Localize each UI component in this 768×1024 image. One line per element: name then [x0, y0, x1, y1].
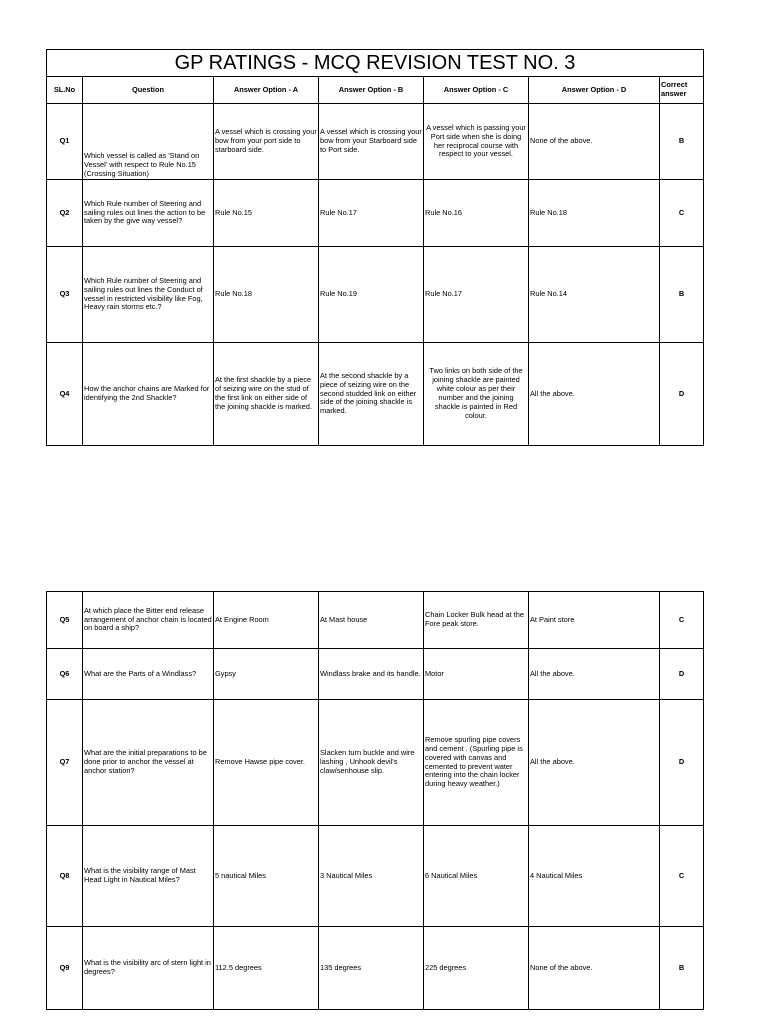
table-row: [47, 247, 704, 343]
option-d: Rule No.14: [529, 247, 660, 343]
table-row: [47, 649, 704, 700]
option-a: A vessel which is crossing your bow from your port side to starboard side.: [214, 104, 319, 180]
question-number: Q2: [47, 180, 83, 247]
question-text: At which place the Bitter end release arrangement of anchor chain is located on board a ship?: [83, 592, 214, 649]
header-option-d: Answer Option - D: [529, 77, 660, 104]
table-row: [47, 343, 704, 446]
option-a: Rule No.18: [214, 247, 319, 343]
option-a: Gypsy: [214, 649, 319, 700]
correct-answer: C: [660, 180, 704, 247]
option-a: Rule No.15: [214, 180, 319, 247]
table-row: [47, 104, 704, 180]
table-row: [47, 700, 704, 826]
correct-answer: D: [660, 343, 704, 446]
question-text: What are the Parts of a Windlass?: [83, 649, 214, 700]
table-row: [47, 592, 704, 649]
option-a: At Engine Room: [214, 592, 319, 649]
table-row: [47, 180, 704, 247]
option-a: 5 nautical Miles: [214, 826, 319, 927]
question-number: Q5: [47, 592, 83, 649]
header-correct-answer: Correct answer: [660, 77, 704, 104]
question-text: Which vessel is called as 'Stand on Vessel' with respect to Rule No.15 (Crossing Situation): [83, 104, 214, 180]
option-b: A vessel which is crossing your bow from your Starboard side to Port side.: [319, 104, 424, 180]
question-text: What are the initial preparations to be done prior to anchor the vessel at anchor station?: [83, 700, 214, 826]
correct-answer: C: [660, 826, 704, 927]
option-b: At Mast house: [319, 592, 424, 649]
option-b: Windlass brake and its handle.: [319, 649, 424, 700]
question-text: Which Rule number of Steering and sailing rules out lines the Conduct of vessel in restricted visibility like Fog, Heavy rain storms etc.?: [83, 247, 214, 343]
option-d: All the above.: [529, 649, 660, 700]
option-c: Rule No.17: [424, 247, 529, 343]
option-b: At the second shackle by a piece of seizing wire on the second studded link on either side of the joining shackle is marked.: [319, 343, 424, 446]
option-d: All the above.: [529, 700, 660, 826]
option-a: At the first shackle by a piece of seizing wire on the stud of the first link on either side of the joining shackle is marked.: [214, 343, 319, 446]
question-number: Q1: [47, 104, 83, 180]
option-d: All the above.: [529, 343, 660, 446]
option-a: Remove Hawse pipe cover.: [214, 700, 319, 826]
correct-answer: D: [660, 649, 704, 700]
option-b: Rule No.19: [319, 247, 424, 343]
header-option-c: Answer Option - C: [424, 77, 529, 104]
option-c: Rule No.16: [424, 180, 529, 247]
option-c: 225 degrees: [424, 927, 529, 1010]
option-d: None of the above.: [529, 104, 660, 180]
mcq-table-2: [46, 591, 704, 1010]
option-b: 3 Nautical Miles: [319, 826, 424, 927]
correct-answer: C: [660, 592, 704, 649]
option-b: Rule No.17: [319, 180, 424, 247]
option-c: Motor: [424, 649, 529, 700]
option-d: 4 Nautical Miles: [529, 826, 660, 927]
question-number: Q4: [47, 343, 83, 446]
question-number: Q3: [47, 247, 83, 343]
option-b: Slacken turn buckle and wire lashing , Unhook devil's claw/senhouse slip.: [319, 700, 424, 826]
correct-answer: B: [660, 927, 704, 1010]
question-number: Q8: [47, 826, 83, 927]
option-d: At Paint store: [529, 592, 660, 649]
option-c: 6 Nautical Miles: [424, 826, 529, 927]
question-number: Q7: [47, 700, 83, 826]
table-row: [47, 927, 704, 1010]
question-text: Which Rule number of Steering and sailing rules out lines the action to be taken by the give way vessel?: [83, 180, 214, 247]
header-option-b: Answer Option - B: [319, 77, 424, 104]
option-d: Rule No.18: [529, 180, 660, 247]
option-a: 112.5 degrees: [214, 927, 319, 1010]
option-c: A vessel which is passing your Port side when she is doing her reciprocal course with respect to your vessel.: [424, 104, 529, 180]
option-c: Two links on both side of the joining shackle are painted white colour as per their number and the joining shackle is painted in Red colour.: [424, 343, 529, 446]
correct-answer: B: [660, 247, 704, 343]
question-text: What is the visibility range of Mast Head Light in Nautical Miles?: [83, 826, 214, 927]
correct-answer: D: [660, 700, 704, 826]
option-c: Remove spurling pipe covers and cement . (Spurling pipe is covered with canvas and cemented to prevent water entering into the chain locker during heavy weather.): [424, 700, 529, 826]
question-text: How the anchor chains are Marked for identifying the 2nd Shackle?: [83, 343, 214, 446]
option-c: Chain Locker Bulk head at the Fore peak store.: [424, 592, 529, 649]
page-title: GP RATINGS - MCQ REVISION TEST NO. 3: [47, 50, 704, 77]
question-number: Q9: [47, 927, 83, 1010]
header-slno: SL.No: [47, 77, 83, 104]
question-text: What is the visibility arc of stern light in degrees?: [83, 927, 214, 1010]
option-d: None of the above.: [529, 927, 660, 1010]
table-row: [47, 826, 704, 927]
question-number: Q6: [47, 649, 83, 700]
header-question: Question: [83, 77, 214, 104]
header-option-a: Answer Option - A: [214, 77, 319, 104]
correct-answer: B: [660, 104, 704, 180]
option-b: 135 degrees: [319, 927, 424, 1010]
mcq-table-1: [46, 49, 704, 446]
